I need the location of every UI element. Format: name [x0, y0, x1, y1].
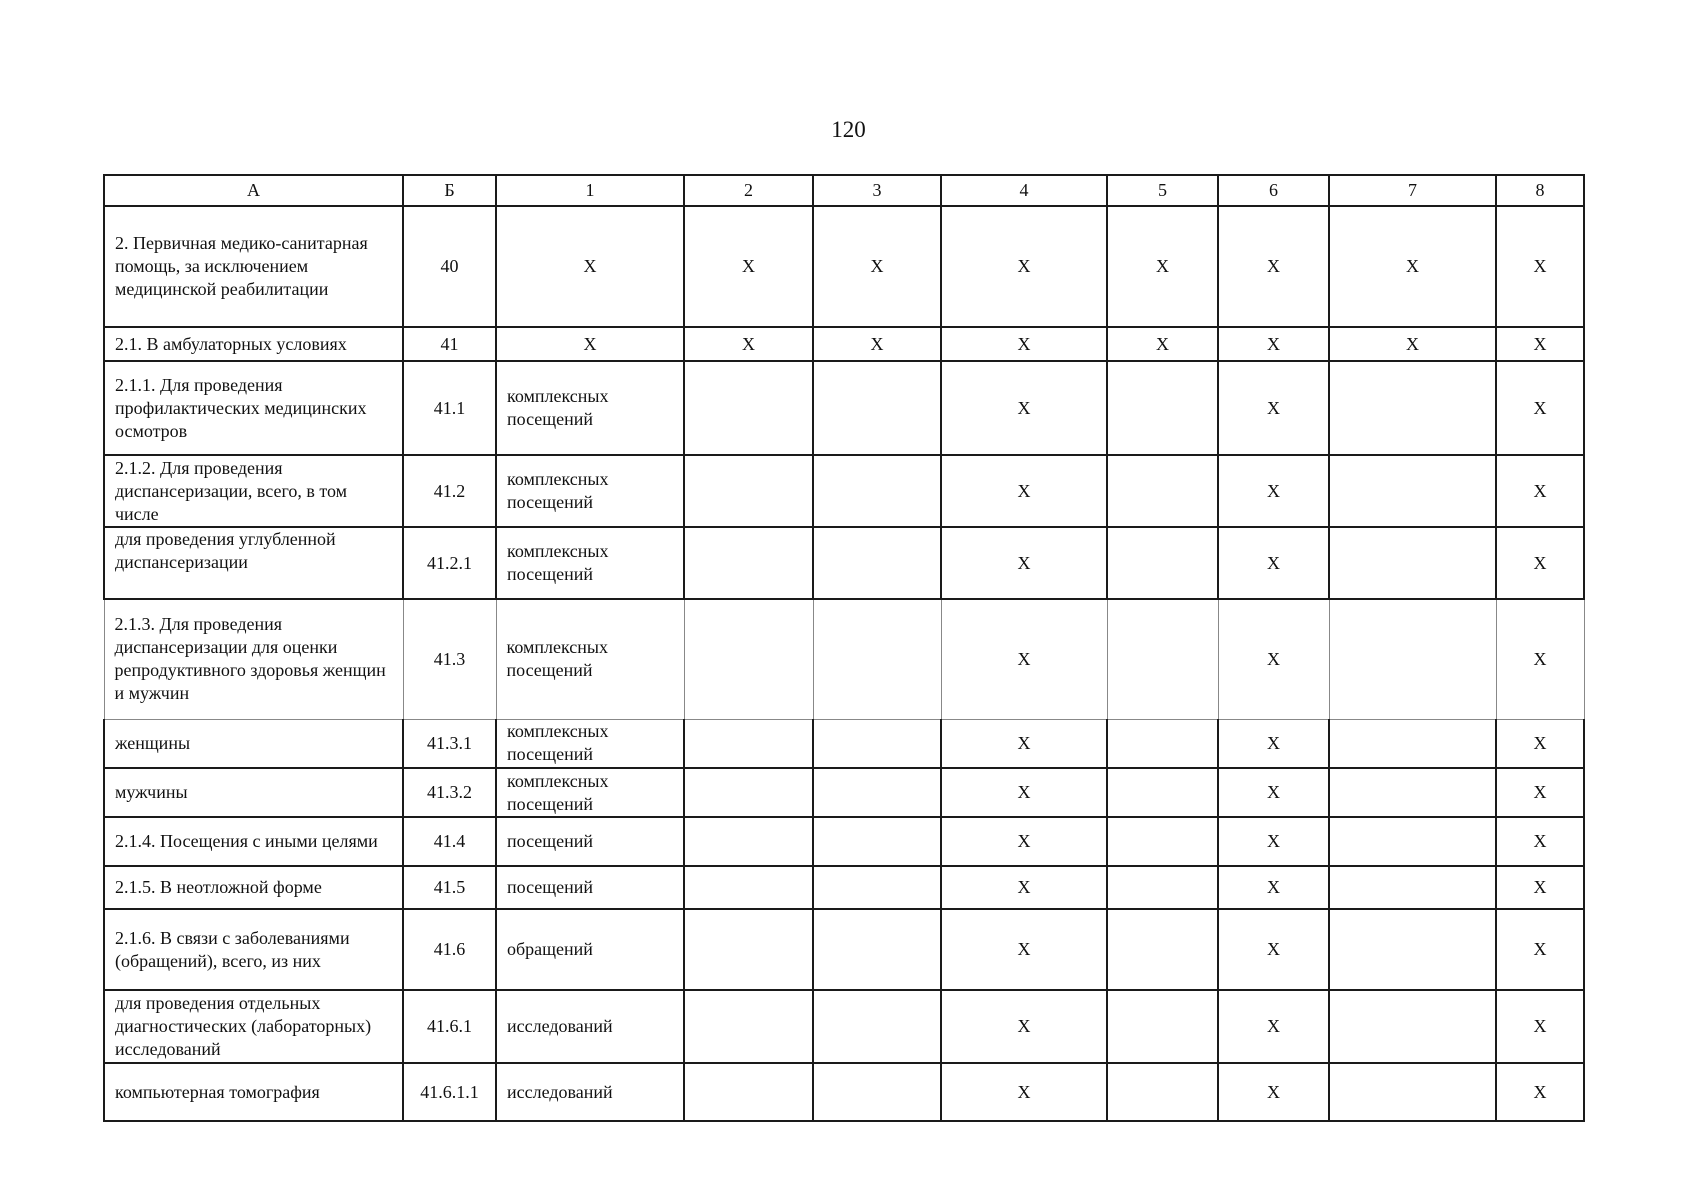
- cell-col-4: X: [941, 455, 1107, 527]
- cell-col-3: [813, 599, 941, 719]
- row-name: 2.1.5. В неотложной форме: [104, 866, 403, 909]
- cell-col-6: X: [1218, 768, 1329, 817]
- table-row: [104, 527, 1584, 599]
- cell-col-7: [1329, 599, 1496, 719]
- cell-col-3: X: [813, 327, 941, 361]
- data-table: [103, 174, 1585, 1122]
- cell-col-3: [813, 1063, 941, 1121]
- cell-col-6: X: [1218, 206, 1329, 327]
- cell-col-2: [684, 866, 813, 909]
- table-row: [104, 990, 1584, 1063]
- cell-col-8: X: [1496, 527, 1584, 599]
- cell-col-7: [1329, 361, 1496, 455]
- cell-col-6: X: [1218, 909, 1329, 990]
- row-unit: комплексных посещений: [496, 455, 684, 527]
- cell-col-3: [813, 866, 941, 909]
- cell-col-5: [1107, 866, 1218, 909]
- row-code: 41.2: [403, 455, 496, 527]
- cell-col-5: [1107, 817, 1218, 866]
- table-row: [104, 719, 1584, 768]
- row-code: 41.4: [403, 817, 496, 866]
- cell-col-5: [1107, 768, 1218, 817]
- cell-col-5: [1107, 909, 1218, 990]
- cell-col-4: X: [941, 866, 1107, 909]
- cell-col-4: X: [941, 817, 1107, 866]
- cell-col-8: X: [1496, 1063, 1584, 1121]
- table-row: [104, 909, 1584, 990]
- column-header: 4: [941, 175, 1107, 206]
- cell-col-2: [684, 455, 813, 527]
- column-header: 1: [496, 175, 684, 206]
- cell-col-7: [1329, 1063, 1496, 1121]
- table-row: [104, 361, 1584, 455]
- cell-col-5: [1107, 990, 1218, 1063]
- cell-col-7: [1329, 768, 1496, 817]
- cell-col-8: X: [1496, 990, 1584, 1063]
- row-name: 2.1. В амбулаторных условиях: [104, 327, 403, 361]
- cell-col-5: [1107, 719, 1218, 768]
- cell-col-7: X: [1329, 206, 1496, 327]
- cell-col-4: X: [941, 599, 1107, 719]
- cell-col-2: [684, 1063, 813, 1121]
- cell-col-5: [1107, 599, 1218, 719]
- cell-col-8: X: [1496, 817, 1584, 866]
- row-code: 41.3.2: [403, 768, 496, 817]
- row-code: 41.2.1: [403, 527, 496, 599]
- table-row: [104, 455, 1584, 527]
- cell-col-4: X: [941, 990, 1107, 1063]
- cell-col-4: X: [941, 206, 1107, 327]
- row-unit: комплексных посещений: [496, 719, 684, 768]
- cell-col-7: [1329, 455, 1496, 527]
- column-header: 7: [1329, 175, 1496, 206]
- table-row: [104, 206, 1584, 327]
- row-name: 2.1.1. Для проведения профилактических медицинских осмотров: [104, 361, 403, 455]
- cell-col-6: X: [1218, 599, 1329, 719]
- cell-col-3: [813, 909, 941, 990]
- row-unit: обращений: [496, 909, 684, 990]
- table-row: [104, 1063, 1584, 1121]
- cell-col-6: X: [1218, 361, 1329, 455]
- cell-col-6: X: [1218, 455, 1329, 527]
- column-header: Б: [403, 175, 496, 206]
- cell-col-4: X: [941, 909, 1107, 990]
- row-code: 40: [403, 206, 496, 327]
- table-row: [104, 327, 1584, 361]
- row-code: 41: [403, 327, 496, 361]
- row-code: 41.6.1.1: [403, 1063, 496, 1121]
- row-unit: исследований: [496, 990, 684, 1063]
- row-name: 2.1.3. Для проведения диспансеризации для оценки репродуктивного здоровья женщин и мужчин: [104, 599, 403, 719]
- cell-col-3: [813, 527, 941, 599]
- row-code: 41.3: [403, 599, 496, 719]
- cell-col-6: X: [1218, 527, 1329, 599]
- cell-col-2: [684, 527, 813, 599]
- cell-col-8: X: [1496, 768, 1584, 817]
- row-code: 41.3.1: [403, 719, 496, 768]
- cell-col-6: X: [1218, 327, 1329, 361]
- cell-col-3: [813, 768, 941, 817]
- cell-col-7: [1329, 990, 1496, 1063]
- cell-col-8: X: [1496, 719, 1584, 768]
- row-unit: комплексных посещений: [496, 361, 684, 455]
- column-header: А: [104, 175, 403, 206]
- cell-col-3: [813, 817, 941, 866]
- row-unit: комплексных посещений: [496, 599, 684, 719]
- row-code: 41.6.1: [403, 990, 496, 1063]
- cell-col-4: X: [941, 719, 1107, 768]
- cell-col-2: [684, 599, 813, 719]
- row-name: для проведения углубленной диспансеризации: [104, 527, 403, 599]
- column-header: 6: [1218, 175, 1329, 206]
- cell-col-5: [1107, 1063, 1218, 1121]
- cell-col-8: X: [1496, 599, 1584, 719]
- cell-col-2: [684, 990, 813, 1063]
- cell-col-6: X: [1218, 719, 1329, 768]
- cell-col-4: X: [941, 768, 1107, 817]
- column-header: 2: [684, 175, 813, 206]
- cell-col-5: X: [1107, 206, 1218, 327]
- cell-col-5: [1107, 361, 1218, 455]
- row-code: 41.6: [403, 909, 496, 990]
- row-name: 2.1.2. Для проведения диспансеризации, всего, в том числе: [104, 455, 403, 527]
- row-unit: X: [496, 206, 684, 327]
- row-unit: посещений: [496, 817, 684, 866]
- table-header-row: [104, 175, 1584, 206]
- cell-col-2: [684, 768, 813, 817]
- row-name: 2.1.4. Посещения с иными целями: [104, 817, 403, 866]
- row-code: 41.5: [403, 866, 496, 909]
- cell-col-5: X: [1107, 327, 1218, 361]
- cell-col-2: [684, 817, 813, 866]
- cell-col-5: [1107, 455, 1218, 527]
- cell-col-7: [1329, 817, 1496, 866]
- cell-col-7: [1329, 866, 1496, 909]
- row-name: компьютерная томография: [104, 1063, 403, 1121]
- cell-col-8: X: [1496, 455, 1584, 527]
- cell-col-2: [684, 719, 813, 768]
- row-name: женщины: [104, 719, 403, 768]
- column-header: 5: [1107, 175, 1218, 206]
- cell-col-8: X: [1496, 866, 1584, 909]
- row-name: мужчины: [104, 768, 403, 817]
- cell-col-7: [1329, 909, 1496, 990]
- row-unit: исследований: [496, 1063, 684, 1121]
- row-code: 41.1: [403, 361, 496, 455]
- cell-col-7: [1329, 719, 1496, 768]
- cell-col-6: X: [1218, 1063, 1329, 1121]
- row-name: 2.1.6. В связи с заболеваниями (обращений), всего, из них: [104, 909, 403, 990]
- table-row: [104, 817, 1584, 866]
- cell-col-6: X: [1218, 990, 1329, 1063]
- cell-col-2: X: [684, 327, 813, 361]
- cell-col-6: X: [1218, 817, 1329, 866]
- cell-col-8: X: [1496, 361, 1584, 455]
- cell-col-3: X: [813, 206, 941, 327]
- cell-col-3: [813, 455, 941, 527]
- cell-col-4: X: [941, 1063, 1107, 1121]
- row-name: для проведения отдельных диагностических (лабораторных) исследований: [104, 990, 403, 1063]
- cell-col-7: X: [1329, 327, 1496, 361]
- column-header: 8: [1496, 175, 1584, 206]
- cell-col-4: X: [941, 327, 1107, 361]
- cell-col-4: X: [941, 527, 1107, 599]
- row-name: 2. Первичная медико-санитарная помощь, за исключением медицинской реабилитации: [104, 206, 403, 327]
- cell-col-6: X: [1218, 866, 1329, 909]
- cell-col-2: [684, 909, 813, 990]
- cell-col-3: [813, 990, 941, 1063]
- row-unit: посещений: [496, 866, 684, 909]
- table-row: [104, 866, 1584, 909]
- cell-col-4: X: [941, 361, 1107, 455]
- table-row: [104, 599, 1584, 719]
- page-number: 120: [831, 117, 866, 142]
- table-row: [104, 768, 1584, 817]
- cell-col-5: [1107, 527, 1218, 599]
- cell-col-2: [684, 361, 813, 455]
- cell-col-8: X: [1496, 327, 1584, 361]
- row-unit: X: [496, 327, 684, 361]
- cell-col-7: [1329, 527, 1496, 599]
- cell-col-8: X: [1496, 206, 1584, 327]
- row-unit: комплексных посещений: [496, 768, 684, 817]
- cell-col-3: [813, 719, 941, 768]
- cell-col-8: X: [1496, 909, 1584, 990]
- cell-col-2: X: [684, 206, 813, 327]
- column-header: 3: [813, 175, 941, 206]
- cell-col-3: [813, 361, 941, 455]
- row-unit: комплексных посещений: [496, 527, 684, 599]
